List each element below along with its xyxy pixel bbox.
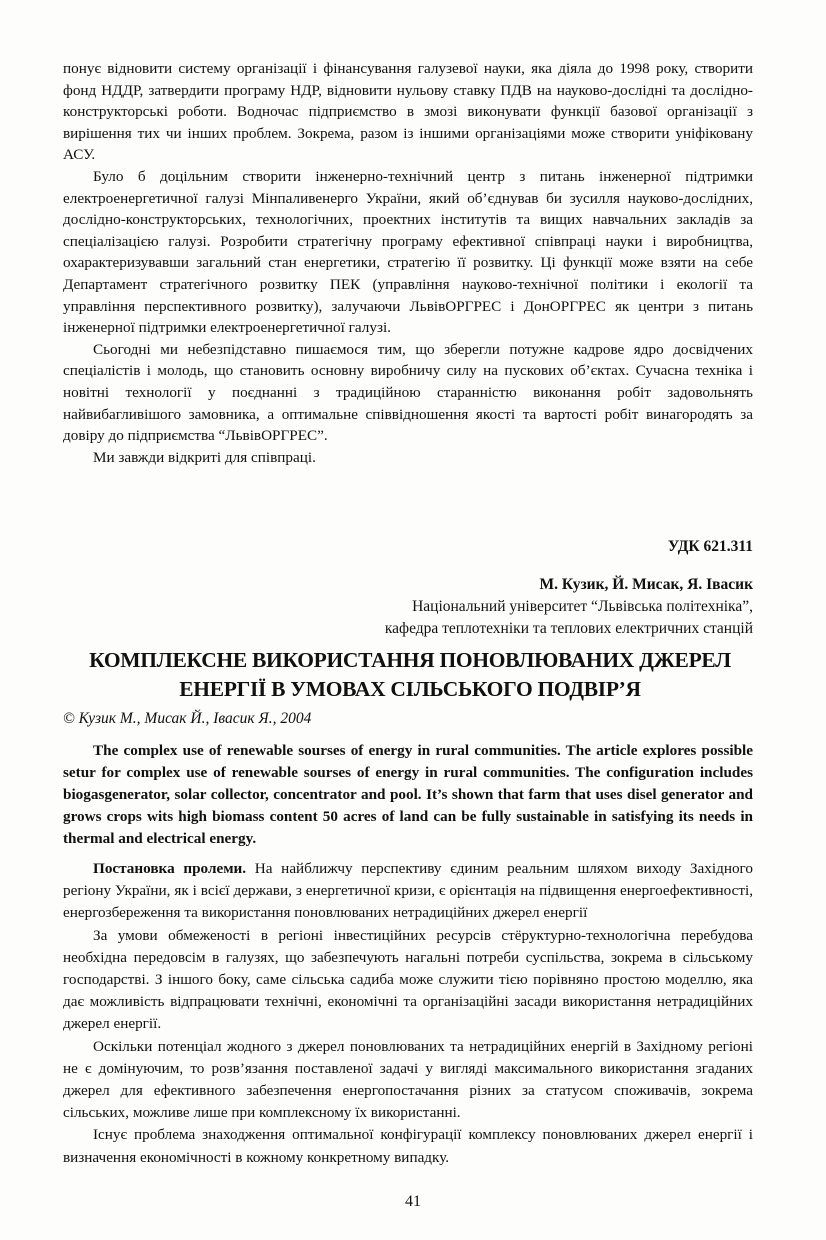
author-block — [63, 574, 753, 640]
paragraph: понує відновити систему організації і фінансування галузевої науки, яка діяла до 1998 року, створити фонд НДДР, затвердити програму НДР, відновити нульову ставку ПДВ на науково-дослідні та дослідно-конструкторські роботи. Водночас підприємство в змозі виконувати функції базової організації з вирішення тих чи інших проблем. Зокрема, разом із іншими організаціями може створити уніфіковану АСУ. — [63, 60, 753, 164]
section-label: Постановка пролеми. — [93, 860, 247, 877]
article-title — [40, 646, 780, 704]
paragraph: За умови обмеженості в регіоні інвестиційних ресурсів стёруктурно-технологічна перебудова необхідна передовсім в галузях, що забезпечують нагальні потреби суспільства, зокрема в сільському господарстві. З іншого боку, саме сільська садиба може служити тією порівняно простою моделлю, яка дає можливість відпрацювати технічні, економічні та організаційні засади використання нетрадиційних джерел енергії. — [63, 926, 753, 1033]
title-line: КОМПЛЕКСНЕ ВИКОРИСТАННЯ ПОНОВЛЮВАНИХ ДЖЕРЕЛ — [89, 648, 731, 672]
paragraph: Сьогодні ми небезпідставно пишаємося тим, що зберегли потужне кадрове ядро досвідчених спеціалістів і молодь, що становить основну виробничу силу на пускових об’єктах. Сучасна техніка і новітні технології у поєднанні з традиційною старанністю виконання робіт задовольнять найвибагливішого замовника, а оптимальне співвідношення якості та вартості робіт винагородять за довіру до підприємства “ЛьвівОРГРЕС”. — [63, 340, 753, 445]
title-line: ЕНЕРГІЇ В УМОВАХ СІЛЬСЬКОГО ПОДВІР’Я — [179, 677, 641, 701]
udk-code: УДК 621.311 — [667, 538, 753, 555]
paragraph: Існує проблема знаходження оптимальної конфігурації комплексу поновлюваних джерел енергії і визначення економічності в кожному конкретному випадку. — [63, 1126, 753, 1166]
abstract — [63, 740, 753, 850]
paragraph — [63, 858, 753, 925]
paragraph: Оскільки потенціал жодного з джерел поновлюваних та нетрадиційних енергій в Західному регіоні не є домінуючим, то розв’язання поставленої задачі у вигляді максимального використання згаданих джерел для ефективного забезпечення енергопостачання різних за статусом споживачів, зокрема сільських, можливе лише при комплексному їх використанні. — [63, 1037, 753, 1122]
copyright-line: © Кузик М., Мисак Й., Івасик Я., 2004 — [63, 710, 312, 727]
page-number: 41 — [405, 1193, 421, 1210]
previous-article-text — [63, 58, 753, 468]
affiliation-line: кафедра теплотехніки та теплових електричних станцій — [384, 620, 753, 637]
authors: М. Кузик, Й. Мисак, Я. Івасик — [539, 576, 753, 593]
paragraph: Було б доцільним створити інженерно-технічний центр з питань інженерної підтримки електроенергетичної галузі Мінпаливенерго України, який об’єднував би зусилля науково-дослідних, дослідно-конструкторських, технологічних, проектних інститутів та вищих навчальних закладів за спеціалізацією галузі. Розробити стратегічну програму ефективної співпраці науки і виробництва, охарактеризувавши загальний стан енергетики, стратегію її розвитку. Ці функції може взяти на себе Департамент стратегічного розвитку ПЕК (управління науково-технічної політики і екології та управління перспективного розвитку), залучаючи ЛьвівОРГРЕС і ДонОРГРЕС як центри з питань інженерної підтримки електроенергетичної галузі. — [63, 167, 753, 337]
abstract-text: The complex use of renewable sourses of energy in rural communities. The article explores possible setur for complex use of renewable sourses of energy in rural communities. The configuration includes biogasgenerator, solar collector, concentrator and pool. It’s shown that farm that uses disel generator and grows crops wits high biomass content 50 acres of land can be fully sustainable in satisfying its needs in thermal and electrical energy. — [63, 742, 753, 847]
affiliation-line: Національний університет “Львівська політехніка”, — [412, 598, 753, 615]
paragraph: Ми завжди відкриті для співпраці. — [93, 448, 316, 466]
article-body — [63, 858, 753, 1169]
paragraph-text: На найближчу перспективу єдиним реальним шляхом виходу Західного регіону України, як і всієї держави, з енергетичної кризи, є орієнтація на підвищення енергоефективності, енергозбереження та використання поновлюваних нетрадиційних джерел енергії — [63, 860, 753, 922]
